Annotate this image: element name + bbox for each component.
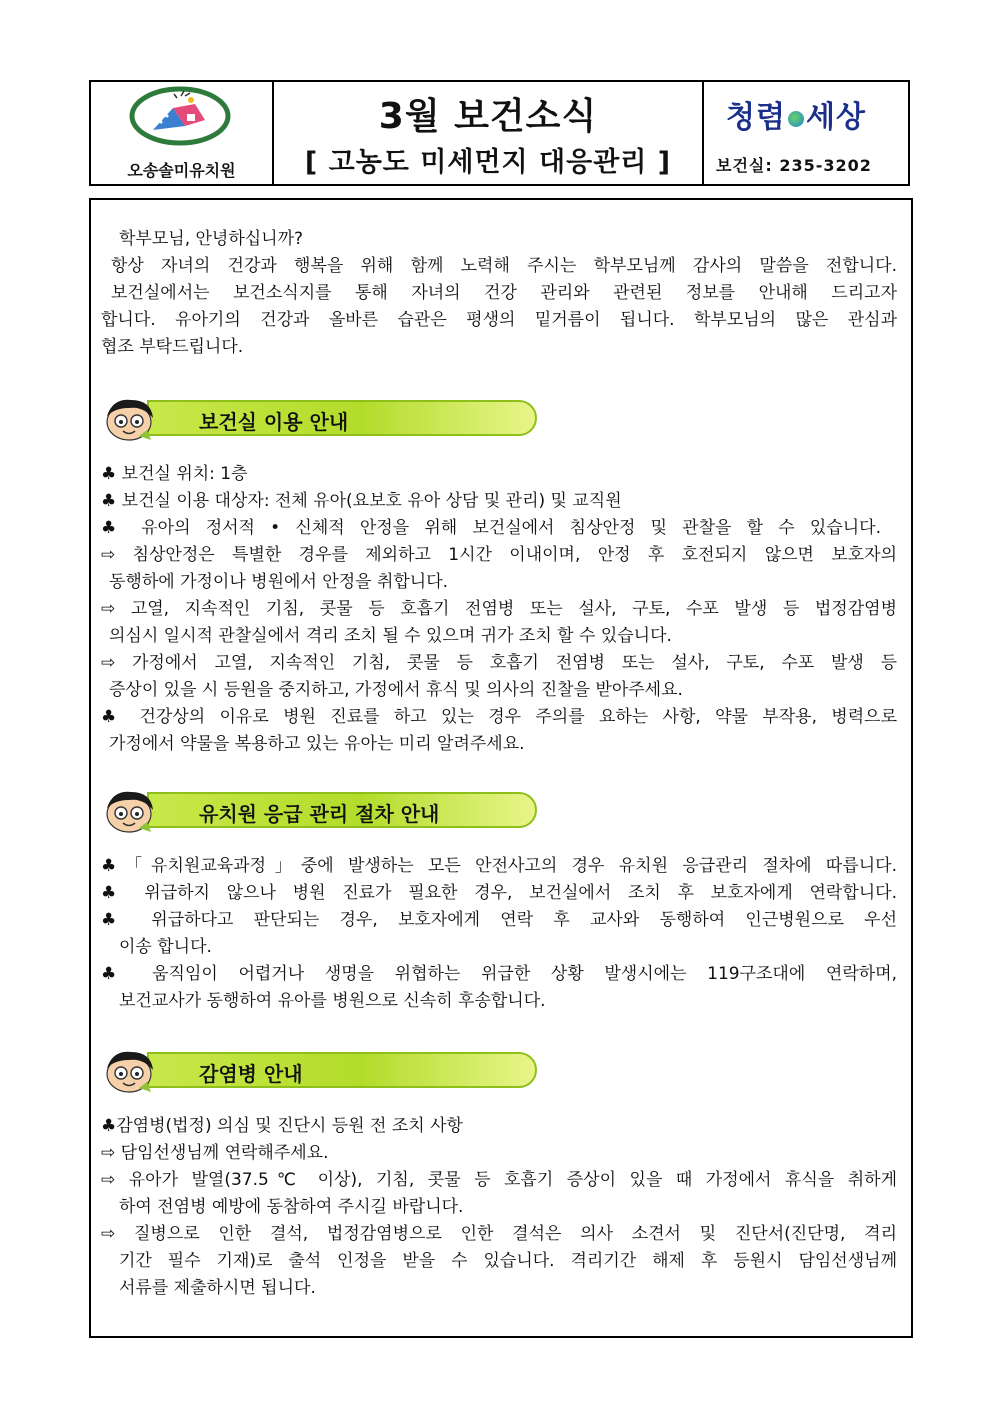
boy-face-icon bbox=[99, 788, 157, 834]
list-item-cont: 보건교사가 동행하여 유아를 병원으로 신속히 후송합니다. bbox=[119, 991, 546, 1011]
list-item: ⇨ 고열, 지속적인 기침, 콧물 등 호흡기 전염병 또는 설사, 구토, 수포 발생 등 법정감염병 bbox=[101, 599, 897, 619]
list-item: ♣ 위급하지 않으나 병원 진료가 필요한 경우, 보건실에서 조치 후 보호자에게 연락합니다. bbox=[101, 883, 897, 903]
list-item: ♣「유치원교육과정」중에 발생하는 모든 안전사고의 경우 유치원 응급관리 절차에 따릅니다. bbox=[101, 856, 897, 876]
newsletter-title: 3월 보건소식 bbox=[378, 96, 598, 137]
boy-face-icon bbox=[99, 1048, 157, 1094]
section-banner-emergency bbox=[99, 788, 547, 834]
list-item-cont: 서류를 제출하시면 됩니다. bbox=[119, 1278, 316, 1298]
intro-line: 합니다. 유아기의 건강과 올바른 습관은 평생의 밑거름이 됩니다. 학부모님의 많은 관심과 bbox=[101, 310, 897, 330]
list-item-cont: 하여 전염병 예방에 동참하여 주시길 바랍니다. bbox=[119, 1197, 464, 1217]
list-item: ⇨ 질병으로 인한 결석, 법정감염병으로 인한 결석은 의사 소견서 및 진단서(진단명, 격리 bbox=[101, 1224, 897, 1244]
list-item: ♣감염병(법정) 의심 및 진단시 등원 전 조치 사항 bbox=[101, 1116, 463, 1136]
list-item: ♣ 건강상의 이유로 병원 진료를 하고 있는 경우 주의를 요하는 사항, 약물 부작용, 병력으로 bbox=[101, 707, 897, 727]
list-item: ⇨ 담임선생님께 연락해주세요. bbox=[101, 1143, 329, 1163]
title-cell bbox=[274, 82, 704, 184]
newsletter-header bbox=[89, 80, 910, 186]
list-item-cont: 가정에서 약물을 복용하고 있는 유아는 미리 알려주세요. bbox=[109, 734, 525, 754]
section-title: 유치원 응급 관리 절차 안내 bbox=[199, 802, 440, 826]
school-logo-icon bbox=[129, 86, 231, 146]
health-room-phone: 보건실: 235-3202 bbox=[716, 156, 872, 175]
school-name: 오송솔미유치원 bbox=[127, 161, 236, 180]
newsletter-subtitle: [ 고농도 미세먼지 대응관리 ] bbox=[304, 147, 672, 178]
list-item-cont: 기간 필수 기재)로 출석 인정을 받을 수 있습니다. 격리기간 해제 후 등원시 담임선생님께 bbox=[119, 1251, 897, 1271]
list-item: ♣ 유아의 정서적 • 신체적 안정을 위해 보건실에서 침상안정 및 관찰을 할 수 있습니다. bbox=[101, 518, 881, 538]
section-title: 보건실 이용 안내 bbox=[199, 410, 349, 434]
boy-face-icon bbox=[99, 396, 157, 442]
contact-cell bbox=[704, 82, 908, 184]
brand-text: 청렴 세상 bbox=[726, 100, 866, 135]
list-item-cont: 이송 합니다. bbox=[119, 937, 212, 957]
list-item: ♣ 위급하다고 판단되는 경우, 보호자에게 연락 후 교사와 동행하여 인근병원으로 우선 bbox=[101, 910, 897, 930]
list-item: ♣ 보건실 위치: 1층 bbox=[101, 464, 248, 484]
list-item: ♣ 보건실 이용 대상자: 전체 유아(요보호 유아 상담 및 관리) 및 교직원 bbox=[101, 491, 622, 511]
list-item: ⇨ 가정에서 고열, 지속적인 기침, 콧물 등 호흡기 전염병 또는 설사, 구토, 수포 발생 등 bbox=[101, 653, 897, 673]
section-title: 감염병 안내 bbox=[199, 1062, 303, 1086]
school-logo-cell bbox=[91, 82, 274, 184]
section-banner-health-room bbox=[99, 396, 547, 442]
list-item-cont: 의심시 일시적 관찰실에서 격리 조치 될 수 있으며 귀가 조치 할 수 있습니다. bbox=[109, 626, 672, 646]
list-item: ⇨ 유아가 발열(37.5℃ 이상), 기침, 콧물 등 호흡기 증상이 있을 때 가정에서 휴식을 취하게 bbox=[101, 1170, 897, 1190]
list-item-cont: 증상이 있을 시 등원을 중지하고, 가정에서 휴식 및 의사의 진찰을 받아주세요. bbox=[109, 680, 683, 700]
intro-line: 협조 부탁드립니다. bbox=[101, 337, 244, 357]
intro-line: 항상 자녀의 건강과 행복을 위해 함께 노력해 주시는 학부모님께 감사의 말씀을 전합니다. bbox=[111, 256, 897, 276]
intro-line: 보건실에서는 보건소식지를 통해 자녀의 건강 관리와 관련된 정보를 안내해 드리고자 bbox=[111, 283, 897, 303]
list-item: ♣ 움직임이 어렵거나 생명을 위협하는 위급한 상황 발생시에는 119구조대에 연락하며, bbox=[101, 964, 897, 984]
section-banner-infectious-disease bbox=[99, 1048, 547, 1094]
brand-mark-icon bbox=[788, 111, 804, 127]
newsletter-body bbox=[89, 198, 913, 1338]
school-logo bbox=[129, 86, 231, 146]
integrity-brand-logo bbox=[726, 92, 866, 136]
list-item-cont: 동행하에 가정이나 병원에서 안정을 취합니다. bbox=[109, 572, 449, 592]
greeting: 학부모님, 안녕하십니까? bbox=[119, 229, 304, 249]
list-item: ⇨ 침상안정은 특별한 경우를 제외하고 1시간 이내이며, 안정 후 호전되지 않으면 보호자의 bbox=[101, 545, 897, 565]
